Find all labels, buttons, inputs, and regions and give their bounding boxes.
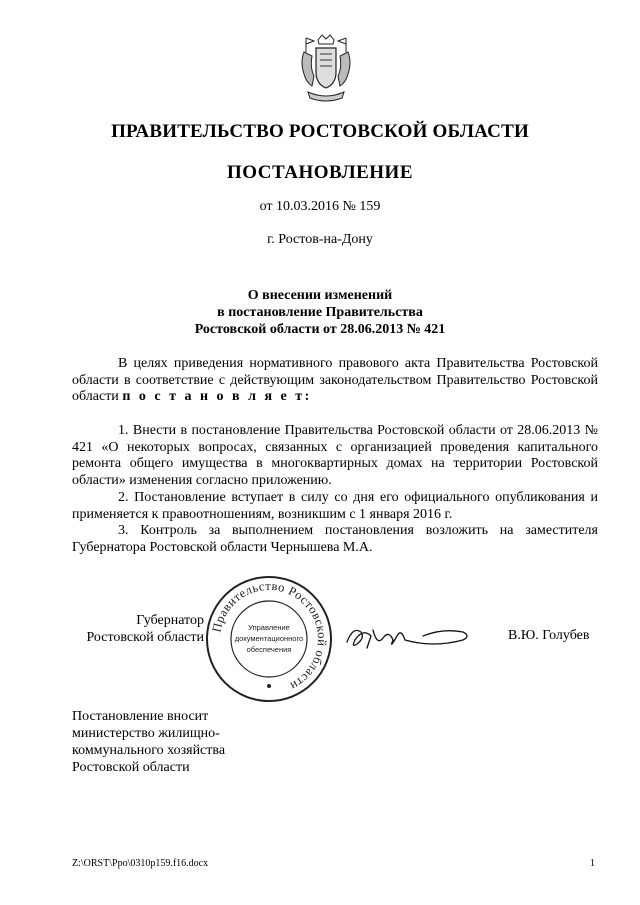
- document-subject: [0, 287, 640, 338]
- document-type: ПОСТАНОВЛЕНИЕ: [226, 162, 414, 183]
- stamp-line-2: документационного: [234, 634, 304, 643]
- note-line-1: Постановление вносит: [72, 709, 209, 724]
- signer-title-line-1: Губернатор: [136, 613, 204, 628]
- stamp-line-1: Управление: [248, 623, 290, 632]
- official-stamp: [204, 574, 334, 704]
- handwritten-signature: [343, 618, 473, 660]
- item-2-paragraph: 2. Постановление вступает в силу со дня его официального опубликования и применяется к правоотношениям, возникшим с 1 января 2016 г.: [72, 490, 598, 522]
- note-line-3: коммунального хозяйства: [72, 743, 226, 758]
- subject-line-1: О внесении изменений: [247, 288, 393, 303]
- preamble-text: В целях приведения нормативного правового акта Правительства Ростовской области в соответствие с действующим законодательством Правительство Ростовской области: [72, 356, 598, 404]
- stamp-outer-text: Правительство Ростовской области: [209, 578, 330, 694]
- organization-title: ПРАВИТЕЛЬСТВО РОСТОВСКОЙ ОБЛАСТИ: [111, 121, 529, 142]
- signer-title-line-2: Ростовской области: [86, 630, 204, 645]
- note-line-2: министерство жилищно-: [72, 726, 220, 741]
- page-number: 1: [590, 858, 595, 869]
- document-date-number: от 10.03.2016 № 159: [259, 199, 381, 214]
- coat-of-arms-icon: [296, 32, 356, 104]
- signer-title: [64, 612, 204, 646]
- subject-line-3: Ростовской области от 28.06.2013 № 421: [194, 322, 446, 337]
- item-1-paragraph: 1. Внести в постановление Правительства Ростовской области от 28.06.2013 № 421 «О некоторых вопросах, связанных с организацией проведения капитального ремонта общего имущества в многоквартирных домах на территории Ростовской области» изменения согласно приложению.: [72, 423, 598, 488]
- submitted-by-note: [72, 708, 272, 776]
- signer-name: В.Ю. Голубев: [508, 628, 590, 643]
- preamble-decree: п о с т а н о в л я е т:: [122, 389, 312, 404]
- item-3-paragraph: 3. Контроль за выполнением постановления возложить на заместителя Губернатора Ростовской области Чернышева М.А.: [72, 523, 598, 555]
- note-line-4: Ростовской области: [72, 760, 190, 775]
- subject-line-2: в постановление Правительства: [217, 305, 423, 320]
- preamble-paragraph: [72, 356, 598, 406]
- document-city: г. Ростов-на-Дону: [267, 232, 373, 247]
- stamp-line-3: обеспечения: [246, 645, 292, 654]
- file-path: Z:\ORST\Ppo\0310p159.f16.docx: [72, 858, 209, 869]
